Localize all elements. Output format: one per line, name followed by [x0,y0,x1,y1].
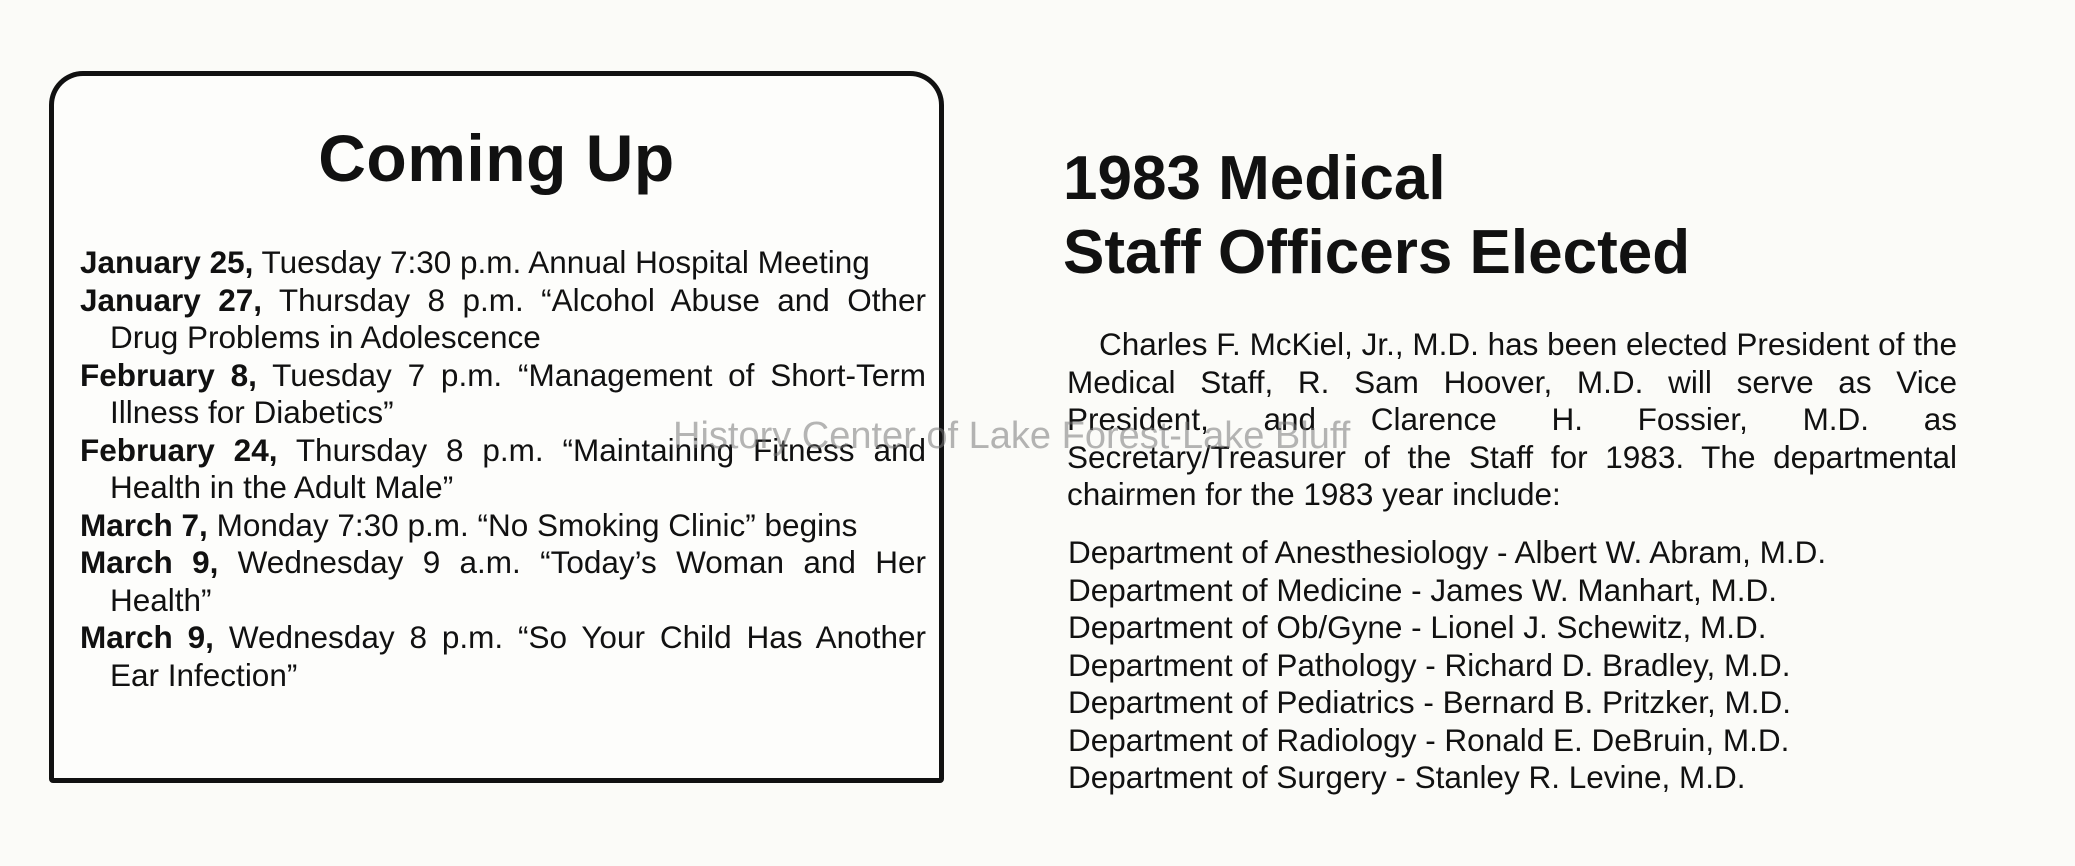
department-item: Department of Pathology - Richard D. Bradley, M.D. [1068,646,1791,683]
event-text: Thursday 8 p.m. “Maintaining Fitness and Health in the Adult Male” [110,431,927,505]
event-date: February 24, [80,431,278,468]
event-item [80,432,926,507]
medical-staff-intro: Charles F. McKiel, Jr., M.D. has been elected President of the Medical Staff, R. Sam Hoover, M.D. will serve as Vice President, and Clarence H. Fossier, M.D. as Secretary/Treasurer of the Staff for 1983. The departmental chairmen for the 1983 year include: [1067,326,1957,512]
event-date: January 25, [80,244,254,280]
department-item: Department of Pediatrics - Bernard B. Pritzker, M.D. [1068,684,1791,720]
event-item [80,507,926,545]
event-text: Wednesday 8 p.m. “So Your Child Has Another Ear Infection” [110,619,926,693]
medical-staff-title [1063,142,1963,290]
event-item [80,619,926,694]
event-text: Monday 7:30 p.m. “No Smoking Clinic” begins [216,506,858,543]
coming-up-title: Coming Up [318,121,675,195]
event-date: January 27, [80,281,262,318]
medical-staff-title-line2: Staff Officers Elected [1063,218,1691,287]
event-date: March 7, [80,506,208,543]
department-item: Department of Anesthesiology - Albert W. Abram, M.D. [1068,534,1827,570]
medical-staff-title-line1: 1983 Medical [1063,144,1446,213]
event-date: March 9, [80,544,219,580]
event-text: Tuesday 7:30 p.m. Annual Hospital Meeting [261,244,870,280]
coming-up-box [49,71,944,783]
event-text: Tuesday 7 p.m. “Management of Short-Term Illness for Diabetics” [110,356,927,430]
department-item: Department of Surgery - Stanley R. Levine, M.D. [1068,759,1746,795]
department-list [1068,534,1988,797]
event-item [80,282,926,357]
event-item [80,544,926,619]
event-item [80,244,926,282]
event-item [80,357,926,432]
department-item: Department of Medicine - James W. Manhart, M.D. [1068,571,1777,608]
event-text: Thursday 8 p.m. “Alcohol Abuse and Other Drug Problems in Adolescence [110,281,926,355]
watermark: History Center of Lake Forest-Lake Bluff [673,415,1351,457]
event-text: Wednesday 9 a.m. “Today’s Woman and Her Health” [110,544,926,618]
event-date: March 9, [80,619,214,655]
department-item: Department of Ob/Gyne - Lionel J. Schewitz, M.D. [1068,609,1767,645]
event-list [80,244,926,694]
department-item: Department of Radiology - Ronald E. DeBruin, M.D. [1068,721,1790,758]
event-date: February 8, [80,356,257,393]
